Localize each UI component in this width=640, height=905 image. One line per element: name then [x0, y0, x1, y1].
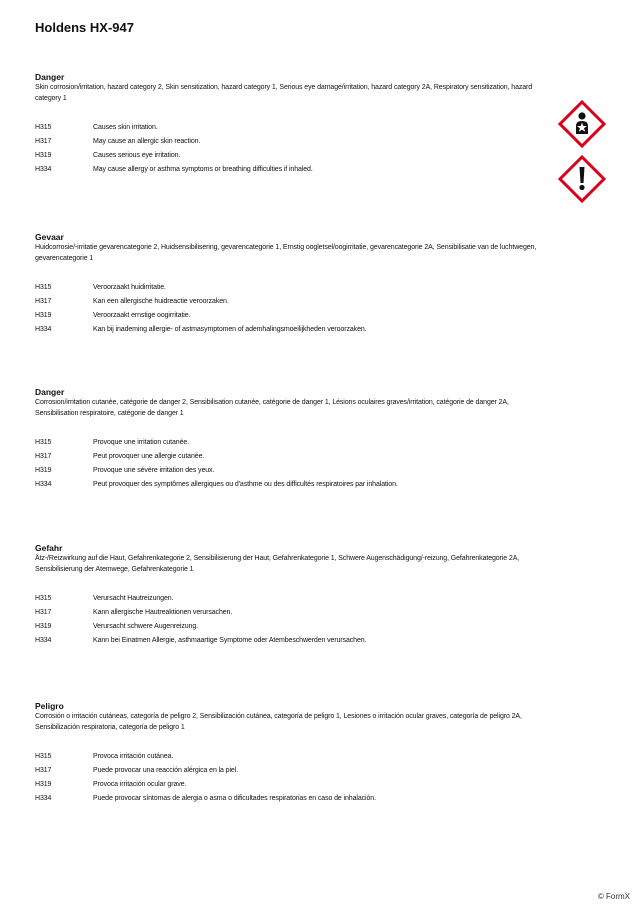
hazard-statement [35, 121, 550, 135]
hazard-code: H334 [35, 637, 52, 644]
hazard-code: H315 [35, 124, 52, 131]
hazard-text: Kan bij inademing allergie- of astmasymptomen of ademhalingsmoeilijkheden veroorzaken. [93, 326, 367, 333]
hazard-text: Provoque une irritation cutanée. [93, 439, 190, 446]
hazard-code: H317 [35, 453, 52, 460]
hazard-text: Puede provocar una reacción alérgica en la piel. [93, 767, 239, 774]
hazard-statement-list [35, 281, 550, 337]
hazard-text: May cause an allergic skin reaction. [93, 138, 201, 145]
hazard-code: H317 [35, 138, 52, 145]
hazard-statement [35, 792, 550, 806]
signal-word: Gefahr [35, 543, 63, 553]
hazard-classification: Skin corrosion/irritation, hazard category 2, Skin sensitization, hazard category 1, Serious eye damage/irritation, hazard category 2A, Respiratory sensitization, hazard category 1 [35, 84, 533, 102]
signal-word: Peligro [35, 701, 64, 711]
signal-word: Gevaar [35, 232, 64, 242]
hazard-text: May cause allergy or asthma symptoms or breathing difficulties if inhaled. [93, 166, 313, 173]
hazard-text: Puede provocar síntomas de alergia o asma o dificultades respiratorias en caso de inhalación. [93, 795, 376, 802]
hazard-statement [35, 295, 550, 309]
hazard-code: H319 [35, 152, 52, 159]
hazard-text: Causes serious eye irritation. [93, 152, 181, 159]
hazard-text: Verursacht schwere Augenreizung. [93, 623, 198, 630]
hazard-text: Verursacht Hautreizungen. [93, 595, 174, 602]
hazard-statement-list [35, 592, 550, 648]
health-hazard-icon [558, 100, 606, 148]
hazard-statement [35, 309, 550, 323]
hazard-statement [35, 464, 550, 478]
hazard-text: Provoca irritación cutánea. [93, 753, 174, 760]
hazard-code: H319 [35, 467, 52, 474]
signal-word: Danger [35, 387, 65, 397]
hazard-code: H319 [35, 781, 52, 788]
hazard-code: H334 [35, 166, 52, 173]
hazard-code: H334 [35, 481, 52, 488]
hazard-section-nl [35, 232, 550, 337]
hazard-statement [35, 750, 550, 764]
hazard-statement [35, 436, 550, 450]
hazard-statement [35, 634, 550, 648]
hazard-classification: Ätz-/Reizwirkung auf die Haut, Gefahrenkategorie 2, Sensibilisierung der Haut, Gefahrenkategorie 1, Schwere Augenschädigung/-reizung, Gefahrenkategorie 2A, Sensibilisierung der Atemwege, Gefahrenkategorie 1 [35, 555, 520, 573]
hazard-text: Peut provoquer une allergie cutanée. [93, 453, 205, 460]
hazard-text: Veroorzaakt huidirritatie. [93, 284, 166, 291]
hazard-text: Veroorzaakt ernstige oogirritatie. [93, 312, 191, 319]
hazard-code: H319 [35, 623, 52, 630]
hazard-statement [35, 281, 550, 295]
hazard-classification: Huidcorrosie/-irritatie gevarencategorie 2, Huidsensibilisering, gevarencategorie 1, Ernstig oogletsel/oogirritatie, gevarencategorie 2A, Sensibilisatie van de luchtwegen, gevarencategorie 1 [35, 244, 537, 262]
hazard-statement [35, 620, 550, 634]
hazard-code: H315 [35, 439, 52, 446]
hazard-text: Provoque une sévère irritation des yeux. [93, 467, 215, 474]
footer-copyright: © FormX [597, 892, 630, 901]
hazard-classification: Corrosión o irritación cutáneas, categoría de peligro 2, Sensibilización cutánea, categoría de peligro 1, Lesiones o irritación ocular graves, categoría de peligro 2A, Sensibilización respiratoria, categoría de peligro 1 [35, 713, 522, 731]
hazard-statement [35, 478, 550, 492]
hazard-section-es [35, 701, 550, 806]
hazard-statement [35, 778, 550, 792]
hazard-text: Kann allergische Hautreaktionen verursachen. [93, 609, 233, 616]
hazard-code: H317 [35, 609, 52, 616]
signal-word: Danger [35, 72, 65, 82]
hazard-code: H315 [35, 284, 52, 291]
product-title: Holdens HX-947 [35, 20, 134, 35]
hazard-statement-list [35, 121, 550, 177]
hazard-code: H315 [35, 753, 52, 760]
hazard-statement [35, 323, 550, 337]
hazard-code: H317 [35, 298, 52, 305]
hazard-statement [35, 592, 550, 606]
hazard-code: H334 [35, 326, 52, 333]
hazard-code: H334 [35, 795, 52, 802]
hazard-statement [35, 450, 550, 464]
hazard-code: H315 [35, 595, 52, 602]
hazard-statement [35, 764, 550, 778]
hazard-statement-list [35, 750, 550, 806]
hazard-section-de [35, 543, 550, 648]
hazard-statement-list [35, 436, 550, 492]
hazard-section-en [35, 72, 550, 177]
hazard-code: H317 [35, 767, 52, 774]
hazard-text: Provoca irritación ocular grave. [93, 781, 187, 788]
hazard-statement [35, 149, 550, 163]
hazard-text: Kann bei Einatmen Allergie, asthmaartige Symptome oder Atembeschwerden verursachen. [93, 637, 367, 644]
hazard-statement [35, 606, 550, 620]
hazard-text: Causes skin irritation. [93, 124, 158, 131]
hazard-code: H319 [35, 312, 52, 319]
hazard-section-fr [35, 387, 550, 492]
hazard-statement [35, 163, 550, 177]
hazard-text: Peut provoquer des symptômes allergiques ou d'asthme ou des difficultés respiratoires par inhalation. [93, 481, 398, 488]
hazard-classification: Corrosion/irritation cutanée, catégorie de danger 2, Sensibilisation cutanée, catégorie de danger 1, Lésions oculaires graves/irritation, catégorie de danger 2A, Sensibilisation respiratoire, catégorie de danger 1 [35, 399, 509, 417]
hazard-statement [35, 135, 550, 149]
exclamation-mark-icon [558, 155, 606, 203]
hazard-text: Kan een allergische huidreactie veroorzaken. [93, 298, 229, 305]
